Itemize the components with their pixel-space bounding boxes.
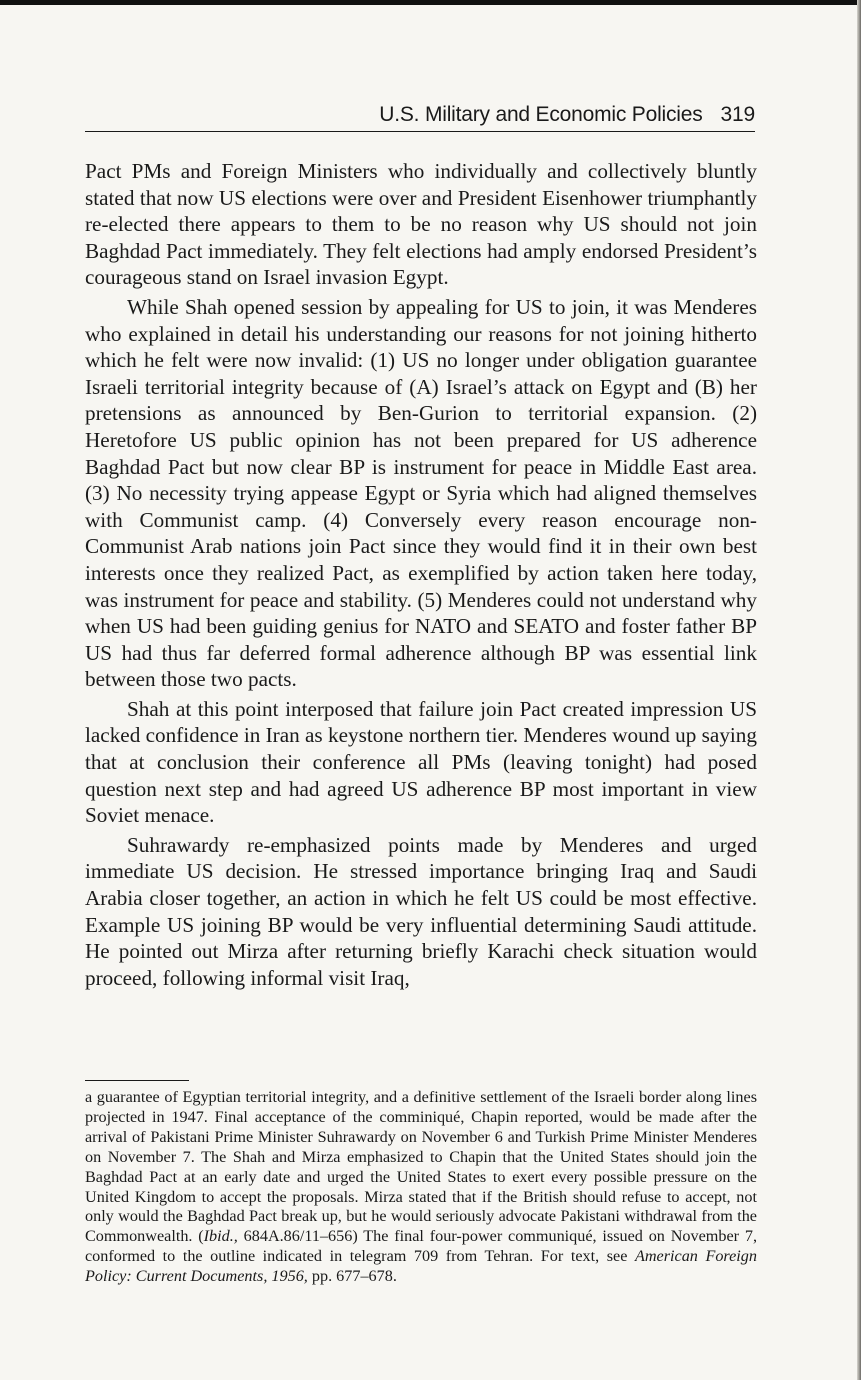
footnote-text: a guarantee of Egyptian territorial integrity, and a definitive settlement of the Israeli border along lines projected in 1947. Final acceptance of the comminiqué, Chapin reported, would be made after the arrival of Pakistani Prime Minister Suhrawardy on November 6 and Turkish Prime Minister Menderes on November 7. The Shah and Mirza emphasized to Chapin that the United States should join the Baghdad Pact at an early date and urged the United States to exert every possible pressure on the United Kingdom to accept the proposals. Mirza stated that if the British should refuse to accept, not only would the Baghdad Pact break up, but he would seriously advocate Pakistani withdrawal from the Commonwealth. ( [85,1088,757,1246]
running-title: U.S. Military and Economic Policies [379,103,703,126]
paragraph: Suhrawardy re-emphasized points made by Menderes and urged immediate US decision. He stressed importance bringing Iraq and Saudi Arabia closer together, an action in which he felt US could be most effective. Example US joining BP would be very influential determining Saudi attitude. He pointed out Mirza after returning briefly Karachi check situation would proceed, following informal visit Iraq, [85,832,757,990]
footnote-source-title: American Foreign Policy: Current Documents, 1956, [85,1247,757,1286]
footnote-ibid: Ibid., [203,1227,238,1246]
page-right-edge [857,0,861,1380]
footnote-text: pp. 677–678. [307,1267,397,1286]
page-top-edge [0,0,861,5]
footnote [85,1088,757,1287]
body-text [85,158,757,991]
paragraph-continued: Pact PMs and Foreign Ministers who individually and collectively bluntly stated that now US elections were over and President Eisenhower triumphantly re-elected there appears to them to be no reason why US should not join Baghdad Pact immediately. They felt elections had amply endorsed President’s courageous stand on Israel invasion Egypt. [85,159,757,290]
footnote-text: 684A.86/11–656) The final four-power communiqué, issued on November 7, conformed to the outline indicated in telegram 709 from Tehran. For text, see [85,1227,757,1266]
page-number: 319 [720,103,755,126]
footnote-rule [85,1080,189,1081]
paragraph: While Shah opened session by appealing for US to join, it was Menderes who explained in detail his understanding our reasons for not joining hitherto which he felt were now invalid: (1) US no longer under obligation guarantee Israeli territorial integrity because of (A) Israel’s attack on Egypt and (B) her pretensions as announced by Ben-Gurion to territorial expansion. (2) Heretofore US public opinion has not been prepared for US adherence Baghdad Pact but now clear BP is instrument for peace in Middle East area. (3) No necessity trying appease Egypt or Syria which had aligned themselves with Communist camp. (4) Conversely every reason encourage non-Communist Arab nations join Pact since they would find it in their own best interests once they realized Pact, as exemplified by action taken here today, was instrument for peace and stability. (5) Menderes could not understand why when US had been guiding genius for NATO and SEATO and foster father BP US had thus far deferred formal adherence although BP was essential link between those two pacts. [85,294,757,692]
running-header [85,101,755,132]
paragraph: Shah at this point interposed that failure join Pact created impression US lacked confidence in Iran as keystone northern tier. Menderes wound up saying that at conclusion their conference all PMs (leaving tonight) had posed question next step and had agreed US adherence BP most important in view Soviet menace. [85,696,757,828]
